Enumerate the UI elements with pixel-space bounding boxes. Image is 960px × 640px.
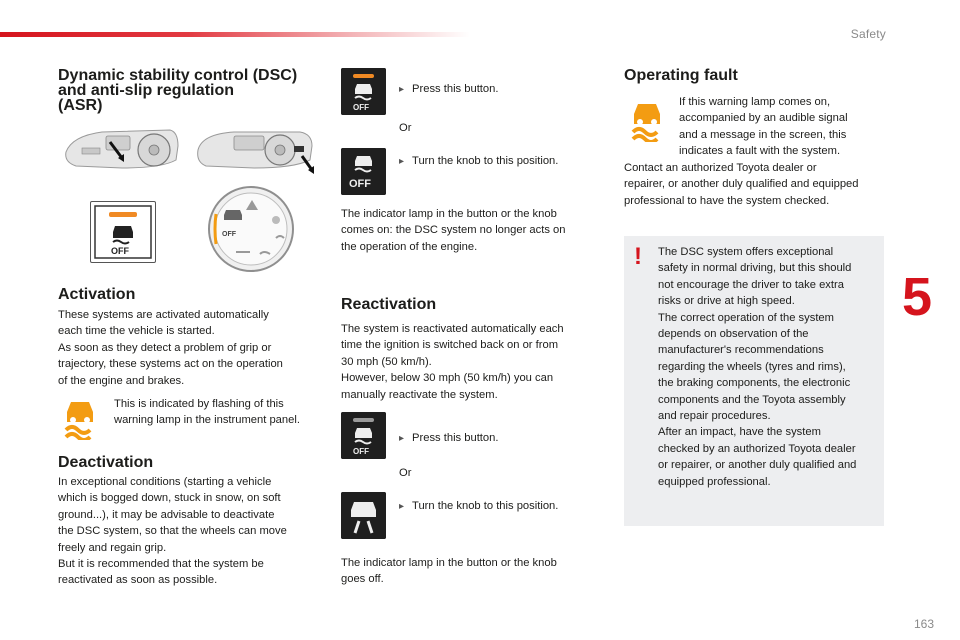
svg-text:OFF: OFF [353, 103, 369, 112]
top-accent-bar [0, 32, 470, 37]
dsc-mode-knob-illustration [202, 184, 300, 274]
dsc-knob-off-position-icon [341, 148, 386, 195]
indicator-on-text: The indicator lamp in the button or the knob comes on: the DSC system no longer acts on the operation of the engine. [341, 208, 566, 253]
fault-body: Contact an authorized Toyota dealer or repairer, or another duly qualified and equipped professional to have the system checked. [624, 162, 859, 207]
page-number: 163 [913, 617, 934, 631]
deactivation-heading: Deactivation [58, 454, 154, 471]
deactivate-step-turn: ▸ Turn the knob to this position. [399, 155, 559, 167]
deactivation-body: In exceptional conditions (starting a vehicle which is bogged down, stuck in snow, on soft ground...), it may be advisable to deactivate the DSC system, so that the wheels can move freely and regain grip. But it is recommended that the system be reactivated as soon as possible. [58, 476, 287, 587]
or-separator-1: Or [399, 122, 412, 134]
reactivation-heading: Reactivation [341, 296, 437, 313]
bullet-arrow-icon: ▸ [399, 433, 405, 444]
dashboard-button-illustration [62, 122, 182, 174]
chapter-number: 5 [902, 267, 933, 327]
dsc-off-button-icon-active [341, 68, 386, 115]
section-name: Safety [850, 27, 886, 41]
dsc-warning-lamp-icon [62, 398, 98, 440]
svg-text:OFF: OFF [222, 231, 236, 238]
dashboard-knob-illustration [194, 126, 318, 178]
operating-fault-heading: Operating fault [624, 67, 738, 84]
page-title: Dynamic stability control (DSC) and anti-slip regulation (ASR) [58, 67, 298, 114]
or-separator-2: Or [399, 467, 412, 479]
dsc-off-button-icon-inactive [341, 412, 386, 459]
warning-exclamation-icon: ! [634, 243, 642, 270]
dsc-fault-warning-lamp-icon [628, 100, 666, 142]
reactivation-body: The system is reactivated automatically each time the ignition is switched back on or from 30 mph (50 km/h). However, below 30 mph (50 km/h) you can manually reactivate the system. [341, 323, 564, 401]
lamp-note: This is indicated by flashing of this warning lamp in the instrument panel. [114, 398, 300, 427]
dsc-knob-normal-position-icon [341, 492, 386, 539]
bullet-arrow-icon: ▸ [399, 501, 405, 512]
bullet-arrow-icon: ▸ [399, 156, 405, 167]
safety-note-text: The DSC system offers exceptional safety in normal driving, but this should not encourage the driver to take extra risks or drive at high speed. The correct operation of the system depends on observation of the manufacturer's recommendations regarding the wheels (tyres and rims), the braking components, the electronic components and the Toyota assembly and repair procedures. After an impact, have the system checked by an authorized Toyota dealer or repairer, or another duly qualified and equipped professional. [658, 246, 857, 488]
svg-text:OFF: OFF [349, 178, 371, 190]
reactivate-step-press: ▸ Press this button. [399, 432, 499, 444]
activation-body: These systems are activated automatically each time the vehicle is started. As soon as they detect a problem of grip or trajectory, these systems act on the operation of the engine and brakes. [58, 309, 283, 387]
deactivate-step-press: ▸ Press this button. [399, 83, 499, 95]
dsc-off-button-icon [90, 201, 156, 263]
off-label: OFF [111, 246, 129, 256]
activation-heading: Activation [58, 286, 136, 303]
indicator-off-text: The indicator lamp in the button or the knob goes off. [341, 557, 557, 586]
reactivate-step-turn: ▸ Turn the knob to this position. [399, 500, 559, 512]
svg-text:OFF: OFF [353, 447, 369, 456]
fault-lamp-text: If this warning lamp comes on, accompanied by an audible signal and a message in the screen, this indicates a fault with the system. [679, 96, 848, 158]
bullet-arrow-icon: ▸ [399, 84, 405, 95]
